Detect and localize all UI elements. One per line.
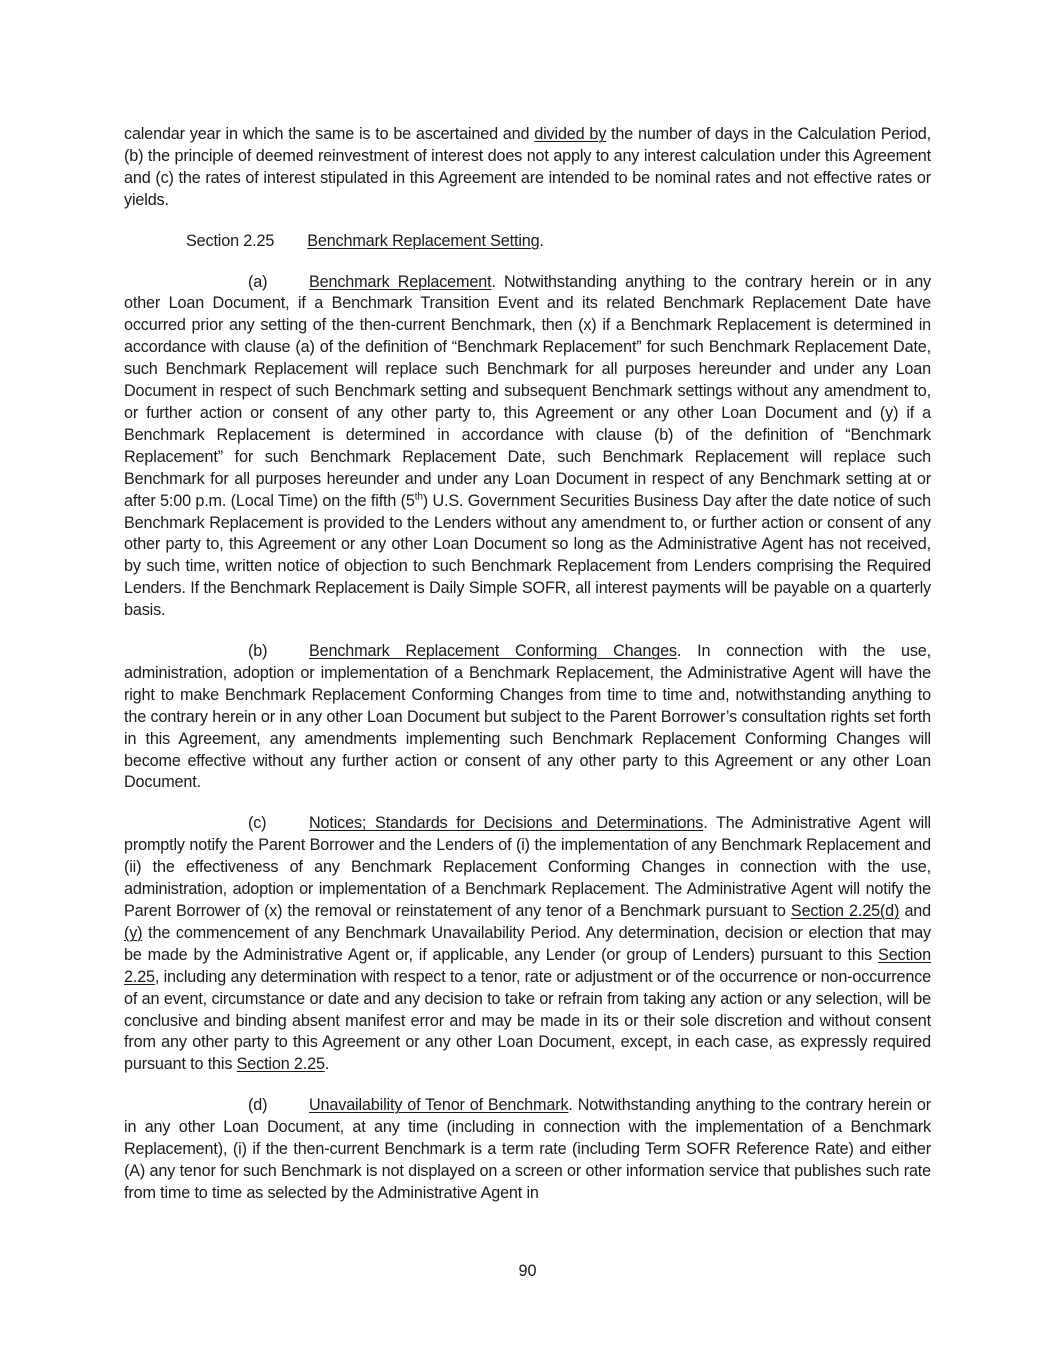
paragraph-c-text-1: . The Administrative Agent will promptly notify the Parent Borrower and the Lenders of (i) the implementation of any Benchmark Replacement and (ii) the effectiveness of any Benchmark Replacement Conforming Changes in connection with the use, administration, adoption or implementation of a Benchmark Replacement. The Administrative Agent will notify the Parent Borrower of (x) the removal or reinstatement of any tenor of a Benchmark pursuant to [124, 814, 931, 920]
page-number: 90 [518, 1262, 537, 1280]
paragraph-c-text-2: and [899, 902, 932, 920]
paragraph-a-heading: Benchmark Replacement [309, 272, 492, 291]
section-number: Section 2.25 [186, 231, 275, 250]
paragraph-b [124, 641, 931, 794]
paragraph-a-text-1: . Notwithstanding anything to the contrary herein or in any other Loan Document, if a Benchmark Transition Event and its related Benchmark Replacement Date have occurred prior any setting of the then-current Benchmark, then (x) if a Benchmark Replacement is determined in accordance with clause (a) of the definition of “Benchmark Replacement” for such Benchmark Replacement Date, such Benchmark Replacement will replace such Benchmark for all purposes hereunder and under any Loan Document in respect of such Benchmark setting and subsequent Benchmark settings without any amendment to, or further action or consent of any other party to, this Agreement or any other Loan Document and (y) if a Benchmark Replacement is determined in accordance with clause (b) of the definition of “Benchmark Replacement” for such Benchmark Replacement Date, such Benchmark Replacement will replace such Benchmark for all purposes hereunder and under any Loan Document in respect of any Benchmark setting at or after 5:00 p.m. (Local Time) on the fifth (5 [124, 272, 931, 510]
paragraph-c-label: (c) [248, 814, 267, 833]
ordinal-superscript: th [414, 491, 423, 503]
intro-text-1: calendar year in which the same is to be ascertained and [124, 125, 535, 143]
clause-reference-link[interactable]: (y) [124, 923, 143, 942]
section-reference-link[interactable]: Section 2.25(d) [790, 902, 900, 920]
paragraph-c-text-3: the commencement of any Benchmark Unavailability Period. Any determination, decision or election that may be made by the Administrative Agent or, if applicable, any Lender (or group of Lenders) pursuant to this [124, 923, 931, 964]
intro-text-2: the number of days in the Calculation Period, (b) the principle of deemed reinvestment of interest does not apply to any interest calculation under this Agreement and (c) the rates of interest stipulated in this Agreement are intended to be nominal rates and not effective rates or yields. [124, 125, 932, 209]
divided-by-term: divided by [534, 125, 607, 143]
paragraph-b-text: . In connection with the use, administration, adoption or implementation of a Benchmark Replacement, the Administrative Agent will have the right to make Benchmark Replacement Conforming Changes from time to time and, notwithstanding anything to the contrary herein or in any other Loan Document but subject to the Parent Borrower’s consultation rights set forth in this Agreement, any amendments implementing such Benchmark Replacement Conforming Changes will become effective without any further action or consent of any other party to this Agreement or any other Loan Document. [124, 642, 931, 792]
paragraph-c [124, 813, 931, 1076]
paragraph-c-text-4: , including any determination with respect to a tenor, rate or adjustment or of the occurrence or non-occurrence of an event, circumstance or date and any decision to take or refrain from taking any action or any selection, will be conclusive and binding absent manifest error and may be made in its or their sole discretion and without consent from any other party to this Agreement or any other Loan Document, except, in each case, as expressly required pursuant to this [124, 967, 931, 1074]
section-title: Benchmark Replacement Setting [307, 231, 540, 250]
paragraph-d-text: . Notwithstanding anything to the contrary herein or in any other Loan Document, at any time (including in connection with the implementation of a Benchmark Replacement), (i) if the then-current Benchmark is a term rate (including Term SOFR Reference Rate) and either (A) any tenor for such Benchmark is not displayed on a screen or other information service that publishes such rate from time to time as selected by the Administrative Agent in [124, 1096, 931, 1202]
paragraph-a-text-2: ) U.S. Government Securities Business Day after the date notice of such Benchmark Replacement is provided to the Lenders without any amendment to, or further action or consent of any other party to, this Agreement or any other Loan Document so long as the Administrative Agent has not received, by such time, written notice of objection to such Benchmark Replacement from Lenders comprising the Required Lenders. If the Benchmark Replacement is Daily Simple SOFR, all interest payments will be payable on a quarterly basis. [124, 491, 931, 620]
paragraph-a [124, 272, 931, 623]
document-page [124, 124, 931, 1224]
section-title-period: . [539, 231, 544, 250]
paragraph-b-heading: Benchmark Replacement Conforming Changes [309, 642, 677, 661]
section-reference-link[interactable]: Section 2.25 [124, 945, 931, 986]
paragraph-b-label: (b) [248, 642, 268, 661]
paragraph-d-heading: Unavailability of Tenor of Benchmark [309, 1096, 569, 1115]
section-reference-link[interactable]: Section 2.25 [236, 1055, 325, 1074]
section-heading [124, 231, 931, 253]
paragraph-d-label: (d) [248, 1096, 268, 1115]
paragraph-a-label: (a) [248, 272, 268, 291]
paragraph-c-text-5: . [324, 1055, 330, 1074]
intro-paragraph [124, 124, 931, 212]
paragraph-d [124, 1095, 931, 1205]
paragraph-c-heading: Notices; Standards for Decisions and Determinations [309, 814, 704, 833]
